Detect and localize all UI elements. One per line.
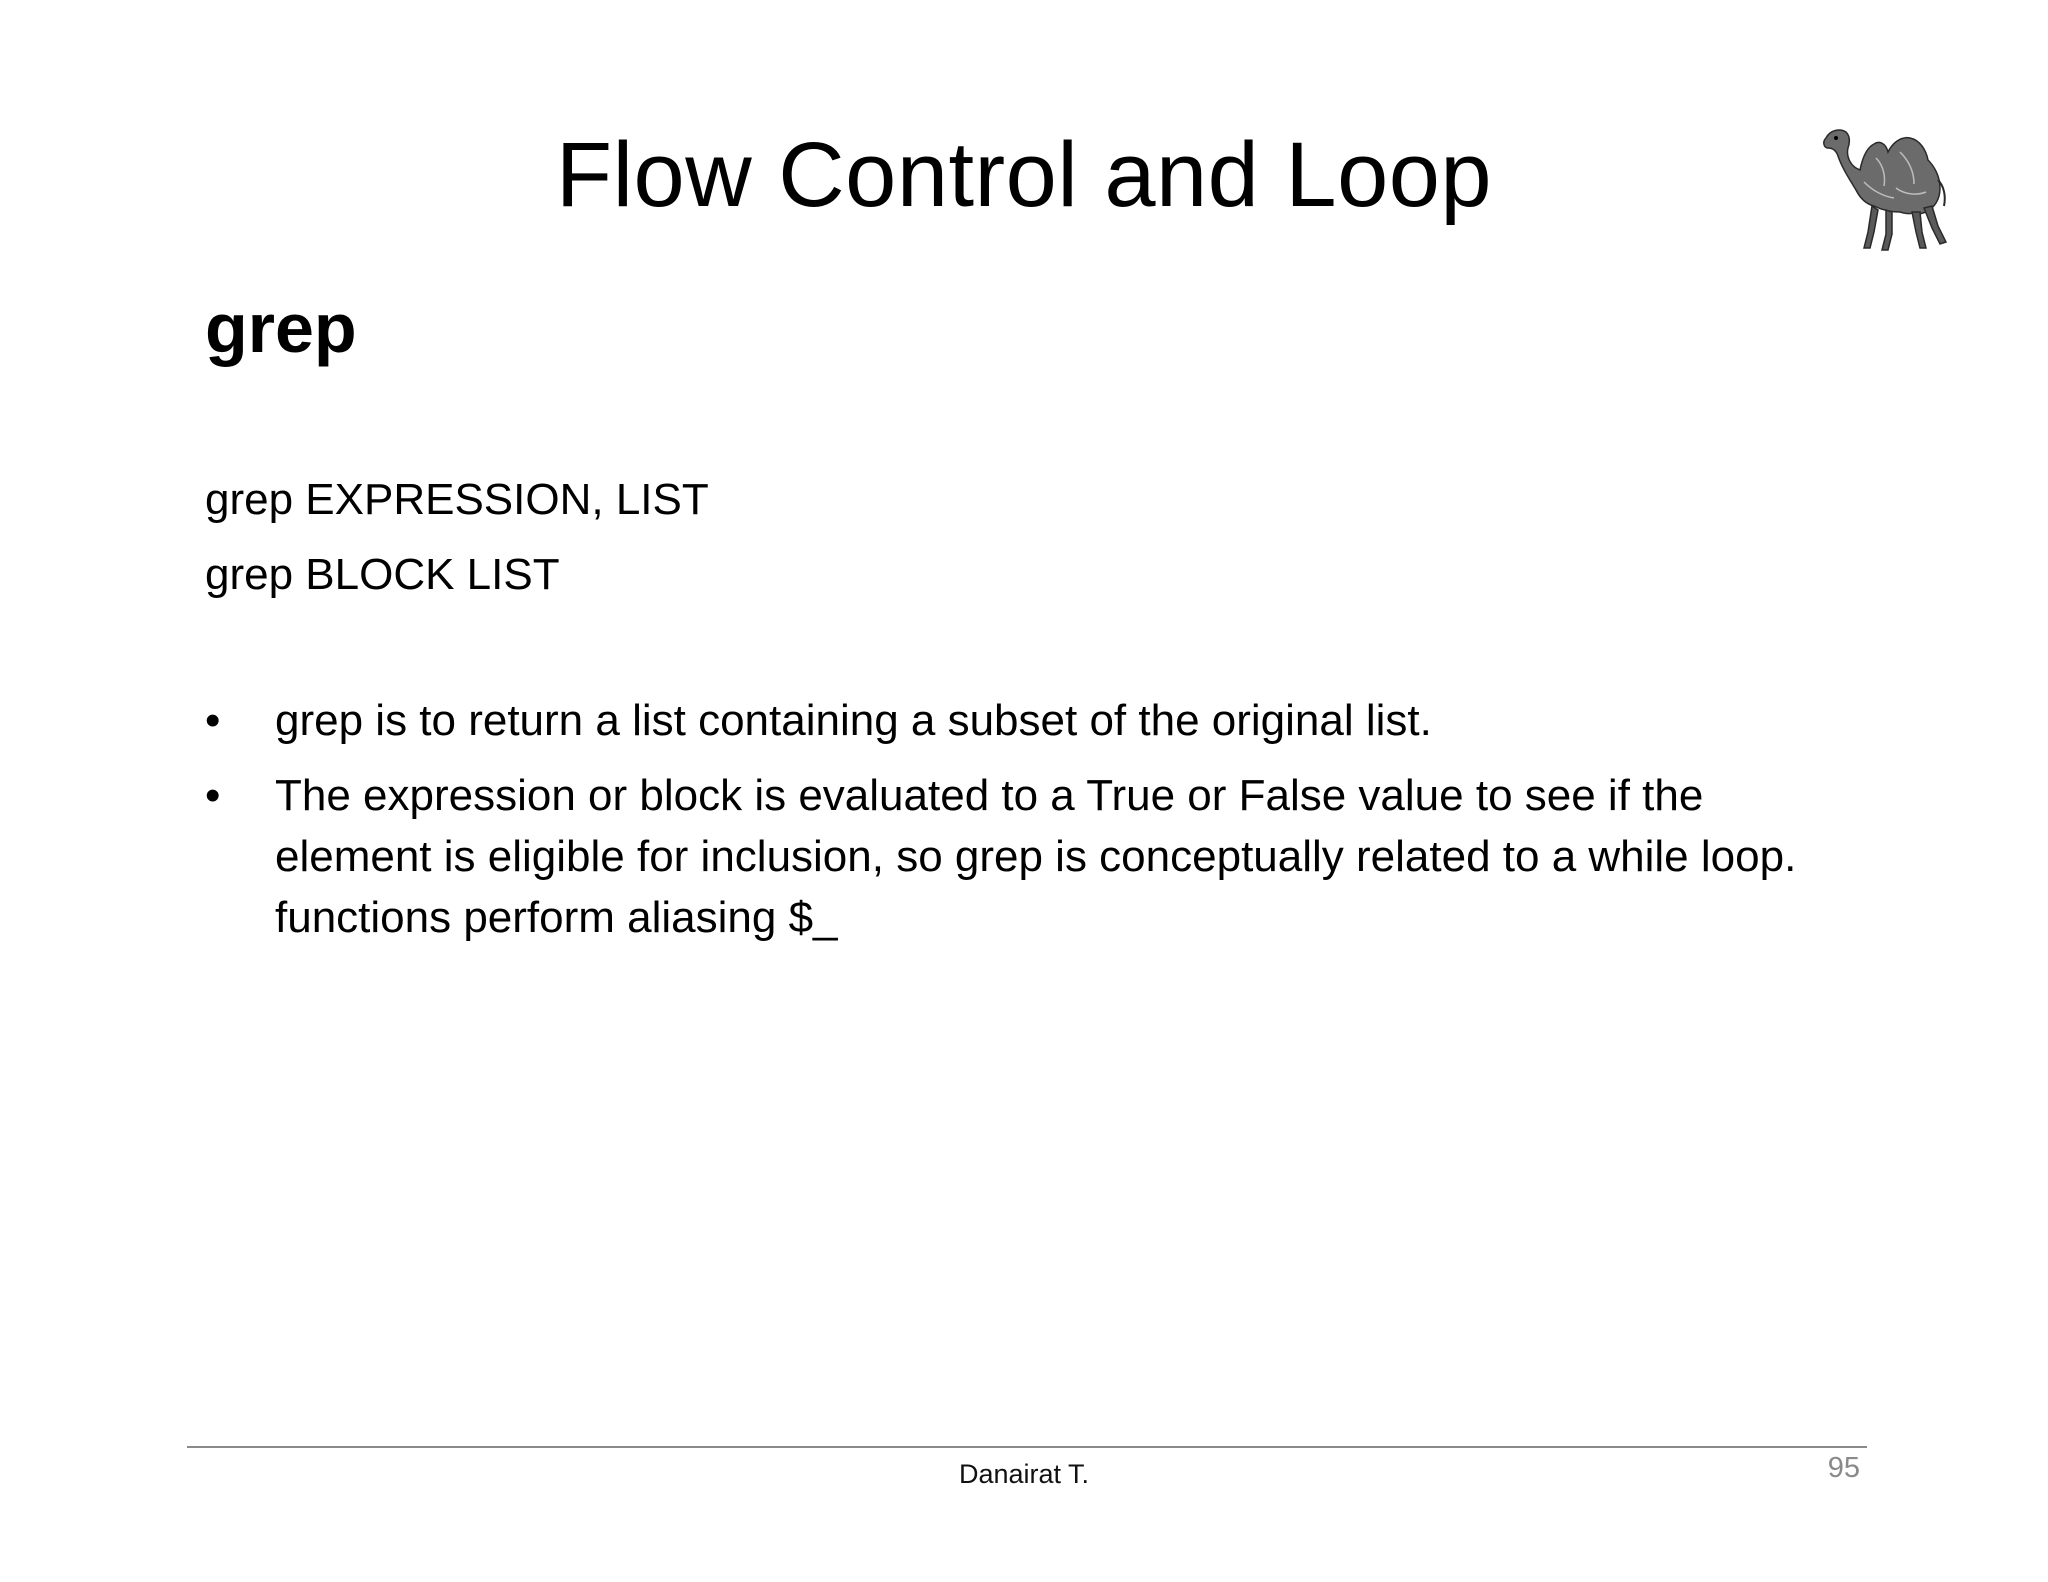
bullet-text: grep is to return a list containing a subset of the original list. — [275, 696, 1432, 745]
syntax-line: grep BLOCK LIST — [205, 550, 560, 599]
slide-title: Flow Control and Loop — [555, 124, 1493, 226]
camel-icon — [1816, 108, 1954, 256]
bullet-list — [205, 690, 1845, 962]
syntax-line: grep EXPRESSION, LIST — [205, 475, 709, 524]
bullet-item — [205, 690, 1845, 751]
bullet-item — [205, 765, 1845, 948]
bullet-icon: • — [205, 696, 221, 745]
footer-author: Danairat T. — [958, 1459, 1090, 1489]
bullet-icon: • — [205, 771, 221, 820]
syntax-block — [205, 462, 709, 612]
page-number: 95 — [1827, 1452, 1860, 1484]
slide-subtitle: grep — [205, 289, 357, 367]
footer-divider — [187, 1446, 1867, 1448]
bullet-text: The expression or block is evaluated to a True or False value to see if the element is eligible for inclusion, so grep is conceptually related to a while loop. functions perform aliasing $_ — [275, 771, 1797, 942]
